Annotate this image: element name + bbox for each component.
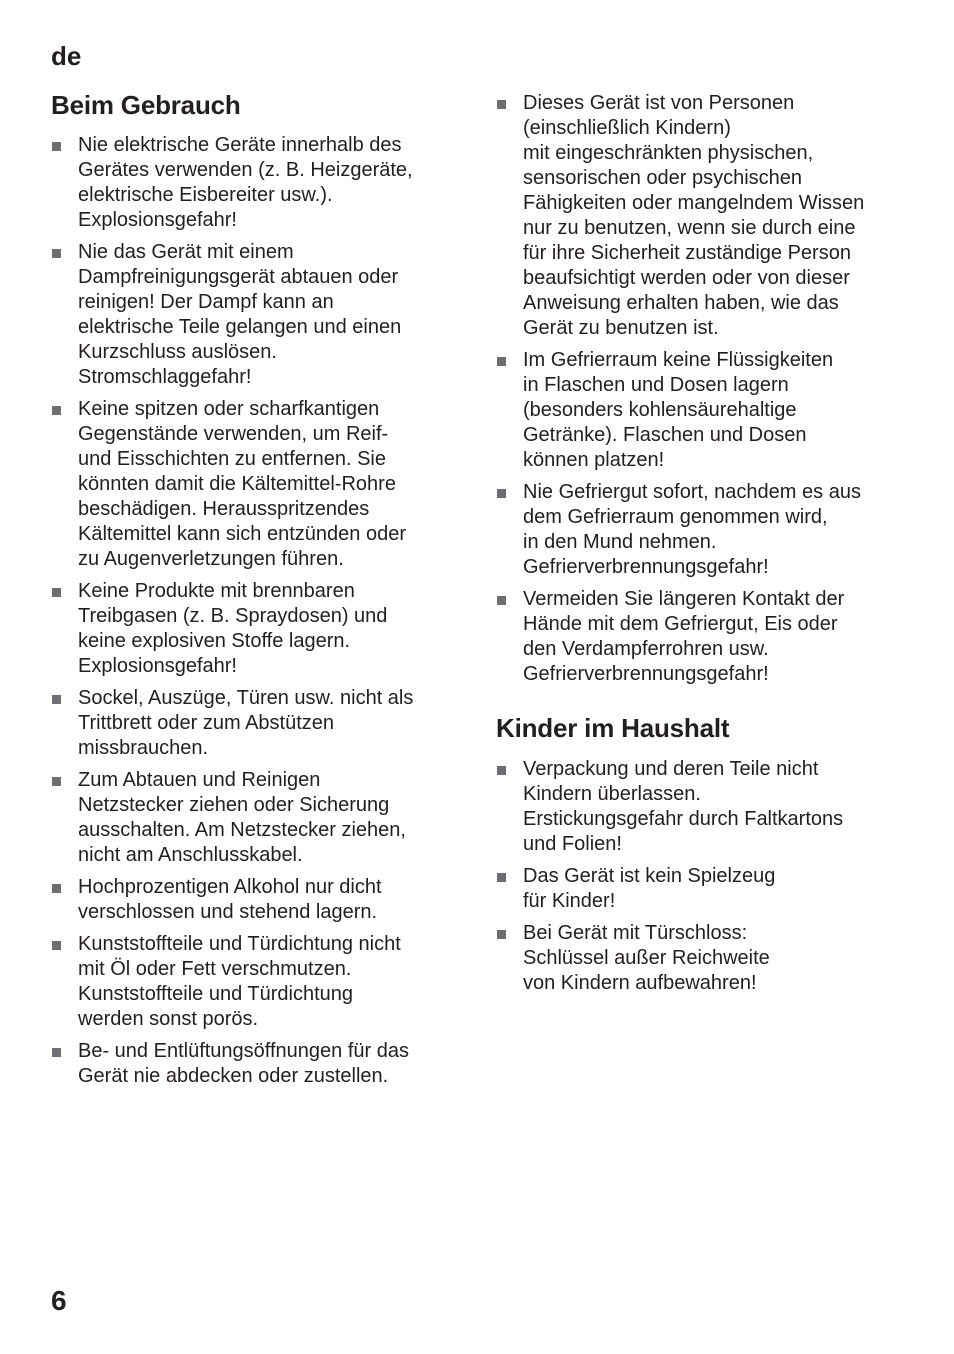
list-item: Nie elektrische Geräte innerhalb des Gerätes verwenden (z. B. Heizgeräte, elektrische Eisbereiter usw.). Explosionsgefahr! [51,133,413,233]
square-bullet-icon [52,406,61,415]
square-bullet-icon [497,357,506,366]
beim-gebrauch-list [51,133,413,1096]
list-item: Im Gefrierraum keine Flüssigkeiten in Flaschen und Dosen lagern (besonders kohlensäurehaltige Getränke). Flaschen und Dosen können platzen! [496,348,864,473]
square-bullet-icon [52,695,61,704]
square-bullet-icon [52,142,61,151]
square-bullet-icon [52,884,61,893]
kinder-im-haushalt-list [496,757,843,1003]
page-number: 6 [51,1285,67,1316]
list-item: Dieses Gerät ist von Personen (einschließlich Kindern) mit eingeschränkten physischen, sensorischen oder psychischen Fähigkeiten oder mangelndem Wissen nur zu benutzen, wenn sie durch eine für ihre Sicherheit zuständige Person beaufsichtigt werden oder von dieser Anweisung erhalten haben, wie das Gerät zu benutzen ist. [496,91,864,341]
square-bullet-icon [497,596,506,605]
beim-gebrauch-continued-list [496,91,864,694]
list-item: Vermeiden Sie längeren Kontakt der Hände mit dem Gefriergut, Eis oder den Verdampferrohren usw. Gefrierverbrennungsgefahr! [496,587,864,687]
list-item: Sockel, Auszüge, Türen usw. nicht als Trittbrett oder zum Abstützen missbrauchen. [51,686,413,761]
list-item: Verpackung und deren Teile nicht Kindern überlassen. Erstickungsgefahr durch Faltkartons und Folien! [496,757,843,857]
list-item: Keine Produkte mit brennbaren Treibgasen (z. B. Spraydosen) und keine explosiven Stoffe lagern. Explosionsgefahr! [51,579,413,679]
list-item: Be- und Entlüftungsöffnungen für das Gerät nie abdecken oder zustellen. [51,1039,413,1089]
square-bullet-icon [52,941,61,950]
square-bullet-icon [497,100,506,109]
language-marker: de [51,41,82,71]
square-bullet-icon [497,873,506,882]
list-item: Nie Gefriergut sofort, nachdem es aus dem Gefrierraum genommen wird, in den Mund nehmen. Gefrierverbrennungsgefahr! [496,480,864,580]
section-title-beim-gebrauch: Beim Gebrauch [51,90,241,120]
square-bullet-icon [52,588,61,597]
square-bullet-icon [497,766,506,775]
list-item: Zum Abtauen und Reinigen Netzstecker ziehen oder Sicherung ausschalten. Am Netzstecker ziehen, nicht am Anschlusskabel. [51,768,413,868]
list-item: Bei Gerät mit Türschloss: Schlüssel außer Reichweite von Kindern aufbewahren! [496,921,843,996]
list-item: Nie das Gerät mit einem Dampfreinigungsgerät abtauen oder reinigen! Der Dampf kann an elektrische Teile gelangen und einen Kurzschluss auslösen. Stromschlaggefahr! [51,240,413,390]
list-item: Das Gerät ist kein Spielzeug für Kinder! [496,864,843,914]
square-bullet-icon [52,1048,61,1057]
section-title-kinder-im-haushalt: Kinder im Haushalt [496,713,730,743]
square-bullet-icon [497,489,506,498]
list-item: Hochprozentigen Alkohol nur dicht verschlossen und stehend lagern. [51,875,413,925]
square-bullet-icon [52,777,61,786]
square-bullet-icon [52,249,61,258]
list-item: Kunststoffteile und Türdichtung nicht mit Öl oder Fett verschmutzen. Kunststoffteile und Türdichtung werden sonst porös. [51,932,413,1032]
list-item: Keine spitzen oder scharfkantigen Gegenstände verwenden, um Reif- und Eisschichten zu entfernen. Sie könnten damit die Kältemittel-Rohre beschädigen. Herausspritzendes Kältemittel kann sich entzünden oder zu Augenverletzungen führen. [51,397,413,572]
square-bullet-icon [497,930,506,939]
